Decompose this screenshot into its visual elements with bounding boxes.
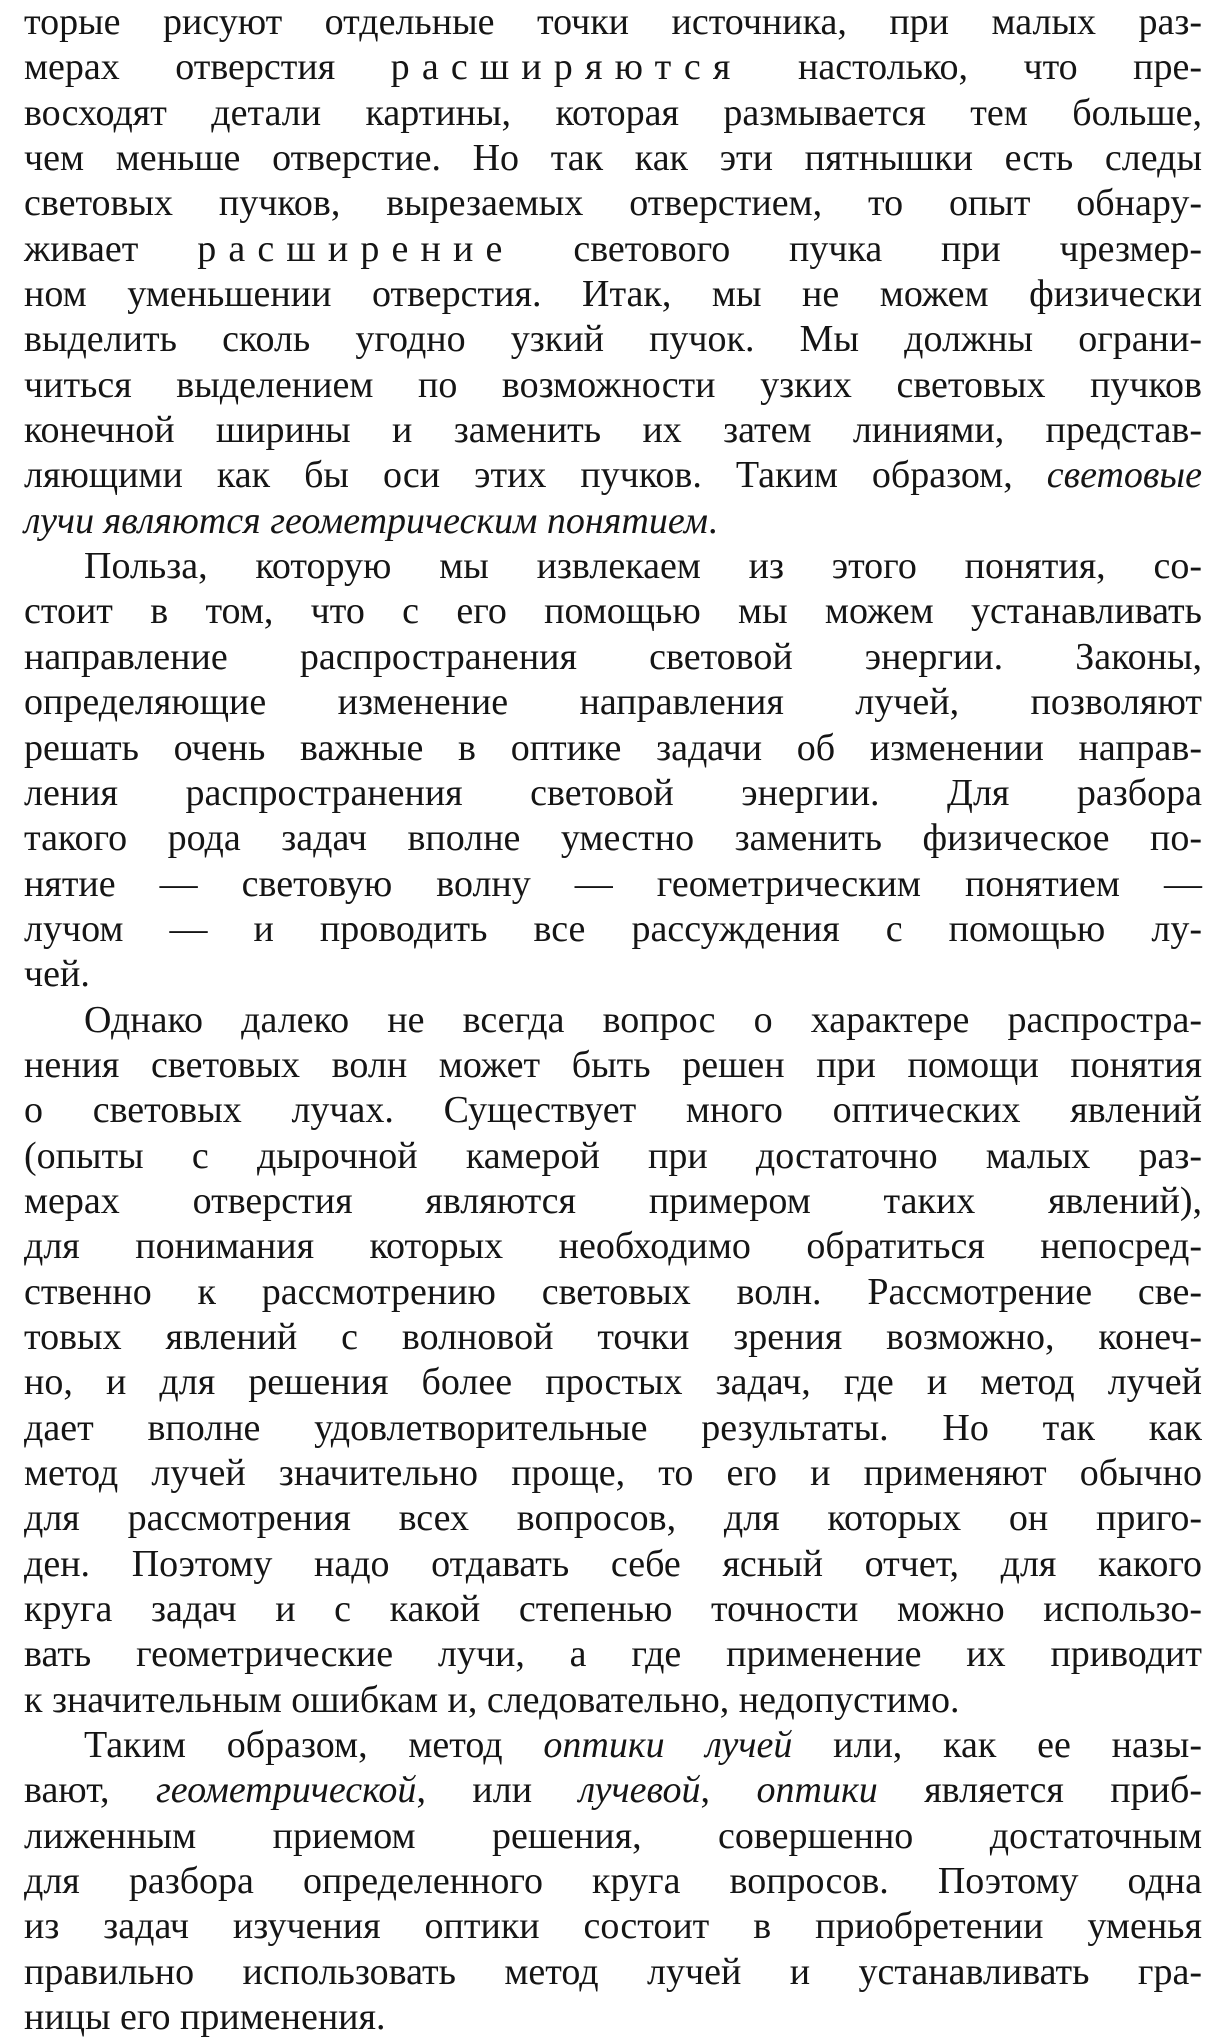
- text-run: нения световых волн может быть решен при помощи понятия: [24, 1043, 1202, 1086]
- text-run: выделить сколь угодно узкий пучок. Мы должны ограни-: [24, 318, 1202, 361]
- text-run: светового пучка при чрезмер-: [514, 227, 1203, 270]
- text-run: нятие — световую волну — геометрическим понятием —: [24, 862, 1202, 905]
- text-run: метод лучей значительно проще, то его и применяют обычно: [24, 1452, 1202, 1494]
- text-run: круга задач и с какой степенью точности можно использо-: [24, 1588, 1202, 1631]
- text-run: ном уменьшении отверстия. Итак, мы не можем физически: [24, 273, 1202, 316]
- text-line: [24, 998, 1202, 1043]
- text-run: для разбора определенного круга вопросов. Поэтому одна: [24, 1860, 1202, 1903]
- text-run: восходят детали картины, которая размывается тем больше,: [24, 91, 1202, 134]
- italic-text: лучи являются геометрическим понятием: [24, 499, 709, 542]
- text-run: о световых лучах. Существует много оптических явлений: [24, 1089, 1202, 1132]
- text-line: [24, 1995, 1202, 2040]
- text-line: [24, 635, 1202, 680]
- text-run: живает: [24, 227, 198, 270]
- text-line: [24, 1723, 1202, 1768]
- text-line: [24, 1360, 1202, 1405]
- text-run: конечной ширины и заменить их затем линиями, представ-: [24, 409, 1202, 452]
- text-run: решать очень важные в оптике задачи об изменении направ-: [24, 726, 1202, 769]
- text-line: [24, 1859, 1202, 1904]
- text-run: Польза, которую мы извлекаем из этого понятия, со-: [84, 545, 1202, 588]
- paragraph-3: [24, 998, 1202, 1724]
- text-line: [24, 1088, 1202, 1133]
- text-run: направление распространения световой энергии. Законы,: [24, 635, 1202, 678]
- text-run: определяющие изменение направления лучей, позволяют: [24, 681, 1202, 724]
- text-line: [24, 363, 1202, 408]
- text-line: [24, 1451, 1202, 1496]
- text-run: лучом — и проводить все рассуждения с помощью лу-: [24, 907, 1202, 950]
- text-line: [24, 771, 1202, 816]
- spaced-emphasis-text: расширение: [197, 227, 515, 270]
- text-line: [24, 680, 1202, 725]
- text-run: Однако далеко не всегда вопрос о характере распростра-: [84, 998, 1202, 1041]
- text-line: [24, 862, 1202, 907]
- text-line: [24, 91, 1202, 136]
- paragraph-4: [24, 1723, 1202, 2040]
- text-line: [24, 952, 1202, 997]
- text-body: [24, 0, 1202, 2040]
- text-run: (опыты с дырочной камерой при достаточно малых раз-: [24, 1134, 1202, 1177]
- text-line: [24, 1043, 1202, 1088]
- spaced-emphasis-text: расширяются: [390, 46, 743, 89]
- text-run: из задач изучения оптики состоит в приобретении уменья: [24, 1905, 1202, 1948]
- italic-text: световые: [1046, 454, 1202, 497]
- text-run: ницы его применения.: [24, 1996, 386, 2039]
- text-run: но, и для решения более простых задач, где и метод лучей: [24, 1361, 1202, 1404]
- text-line: [24, 589, 1202, 634]
- text-run: Таким образом, метод: [84, 1724, 544, 1767]
- text-line: [24, 1632, 1202, 1677]
- text-line: [24, 1270, 1202, 1315]
- text-run: чей.: [24, 953, 90, 996]
- text-run: ,: [700, 1769, 757, 1812]
- text-line: [24, 499, 1202, 544]
- text-line: [24, 1406, 1202, 1451]
- text-line: [24, 1587, 1202, 1632]
- text-run: такого рода задач вполне уместно заменить физическое по-: [24, 817, 1202, 860]
- text-run: световых пучков, вырезаемых отверстием, то опыт обнару-: [24, 182, 1202, 225]
- text-line: [24, 45, 1202, 90]
- text-line: [24, 1950, 1202, 1995]
- text-line: [24, 1814, 1202, 1859]
- text-line: [24, 227, 1202, 272]
- italic-text: оптики лучей: [543, 1724, 793, 1767]
- paragraph-1: [24, 0, 1202, 544]
- text-line: [24, 816, 1202, 861]
- text-line: [24, 1179, 1202, 1224]
- text-line: [24, 907, 1202, 952]
- text-run: ственно к рассмотрению световых волн. Рассмотрение све-: [24, 1270, 1202, 1313]
- italic-text: геометрической: [155, 1769, 417, 1812]
- text-line: [24, 317, 1202, 362]
- text-run: для понимания которых необходимо обратиться непосред-: [24, 1225, 1202, 1268]
- italic-text: лучевой: [578, 1769, 701, 1812]
- text-run: к значительным ошибкам и, следовательно, недопустимо.: [24, 1678, 960, 1721]
- text-line: [24, 1542, 1202, 1587]
- text-run: ляющими как бы оси этих пучков. Таким образом,: [24, 454, 1047, 497]
- text-line: [24, 272, 1202, 317]
- text-run: ления распространения световой энергии. Для разбора: [24, 771, 1202, 814]
- text-run: дает вполне удовлетворительные результаты. Но так как: [24, 1406, 1202, 1449]
- text-line: [24, 1678, 1202, 1723]
- text-run: ден. Поэтому надо отдавать себе ясный отчет, для какого: [24, 1542, 1202, 1585]
- text-line: [24, 136, 1202, 181]
- text-run: чем меньше отверстие. Но так как эти пятнышки есть следы: [24, 137, 1202, 180]
- text-line: [24, 181, 1202, 226]
- text-run: для рассмотрения всех вопросов, для которых он приго-: [24, 1497, 1202, 1540]
- text-run: правильно использовать метод лучей и устанавливать гра-: [24, 1950, 1202, 1993]
- text-run: стоит в том, что с его помощью мы можем устанавливать: [24, 590, 1202, 633]
- text-line: [24, 1134, 1202, 1179]
- text-run: торые рисуют отдельные точки источника, при малых раз-: [24, 1, 1202, 43]
- text-line: [24, 726, 1202, 771]
- text-run: настолько, что пре-: [742, 46, 1202, 89]
- italic-text: оптики: [756, 1769, 878, 1812]
- text-run: .: [708, 499, 718, 542]
- text-line: [24, 1496, 1202, 1541]
- text-line: [24, 1224, 1202, 1269]
- text-line: [24, 1768, 1202, 1813]
- paragraph-2: [24, 544, 1202, 997]
- text-run: товых явлений с волновой точки зрения возможно, конеч-: [24, 1315, 1202, 1358]
- text-line: [24, 408, 1202, 453]
- text-run: читься выделением по возможности узких световых пучков: [24, 363, 1202, 406]
- text-line: [24, 453, 1202, 498]
- text-line: [24, 1904, 1202, 1949]
- text-run: лиженным приемом решения, совершенно достаточным: [24, 1814, 1202, 1857]
- text-run: , или: [416, 1769, 579, 1812]
- text-run: вать геометрические лучи, а где применение их приводит: [24, 1633, 1202, 1676]
- text-run: или, как ее назы-: [792, 1724, 1202, 1767]
- text-run: мерах отверстия: [24, 46, 391, 89]
- text-line: [24, 544, 1202, 589]
- text-run: вают,: [24, 1769, 156, 1812]
- text-run: мерах отверстия являются примером таких явлений),: [24, 1179, 1202, 1222]
- text-run: является приб-: [877, 1769, 1203, 1812]
- text-line: [24, 0, 1202, 45]
- text-line: [24, 1315, 1202, 1360]
